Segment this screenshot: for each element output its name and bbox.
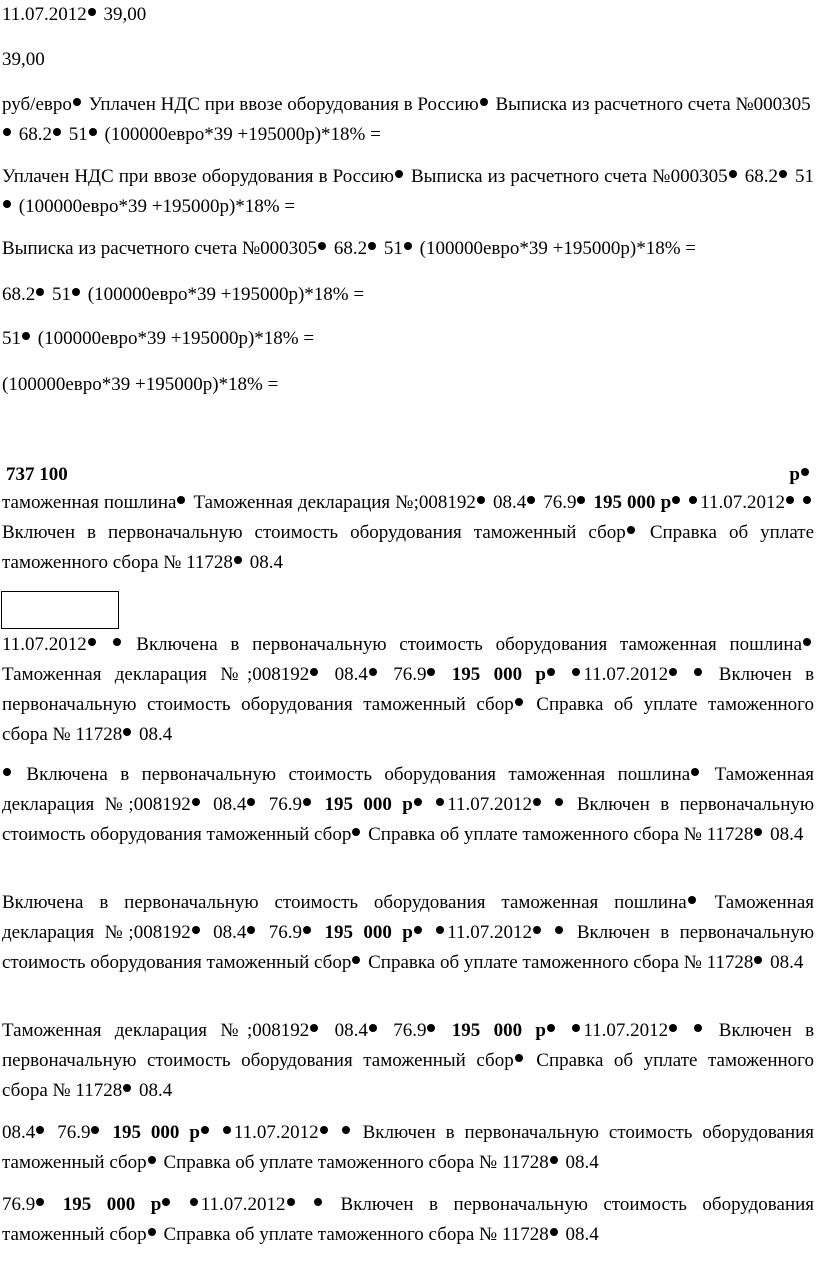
amount: 195 000 р [324, 794, 413, 815]
account-number: 51 [383, 238, 403, 259]
bullet-icon [247, 926, 255, 934]
text: Выписка из расчетного счета №000305 [495, 94, 811, 115]
text: Уплачен НДС при ввозе оборудования в Россию [88, 94, 479, 115]
bullet-icon [123, 1084, 131, 1092]
text: Включен в первоначальную стоимость оборудования таможенный сбор [2, 1122, 815, 1173]
bullet-icon [310, 1024, 318, 1032]
date-text: 11.07.2012 [447, 922, 533, 943]
paragraph-2 [2, 630, 814, 750]
amount: 195 000 р [62, 1194, 162, 1215]
bullet-icon [192, 798, 200, 806]
bullet-icon [550, 1228, 558, 1236]
bullet-icon [177, 496, 185, 504]
bullet-icon [369, 668, 377, 676]
account-number: 76.9 [57, 1122, 91, 1143]
bullet-icon [803, 638, 811, 646]
bullet-icon [547, 668, 555, 676]
bullet-icon [515, 1054, 523, 1062]
formula: (100000евро*39 +195000р)*18% = [104, 124, 381, 145]
bullet-icon [550, 1156, 558, 1164]
account-number: 51 [2, 328, 21, 349]
text: Включена в первоначальную стоимость оборудования таможенная пошлина [2, 892, 687, 913]
account-number: 08.4 [249, 552, 283, 573]
bullet-icon [555, 798, 563, 806]
bullet-icon [3, 200, 11, 208]
line-7 [2, 324, 814, 354]
formula: (100000евро*39 +195000р)*18% = [2, 374, 279, 395]
text: таможенная пошлина [2, 492, 177, 513]
text: Справка об уплате таможенного сбора № 11728 [2, 694, 814, 745]
bullet-icon [368, 242, 376, 250]
line-5 [2, 234, 814, 264]
bullet-icon [547, 1024, 555, 1032]
formula: (100000евро*39 +195000р)*18% = [419, 238, 696, 259]
bullet-icon [190, 1198, 198, 1206]
bullet-icon [89, 128, 97, 136]
bullet-icon [3, 768, 11, 776]
bullet-icon [369, 1024, 377, 1032]
bullet-icon [88, 638, 96, 646]
account-number: 08.4 [770, 824, 804, 845]
rate-value: 39,00 [2, 49, 45, 70]
bullet-icon [223, 1126, 231, 1134]
date-text: 11.07.2012 [2, 4, 87, 25]
text: Таможенная декларация №;008192 [193, 492, 476, 513]
account-number: 76.9 [268, 922, 303, 943]
bullet-icon [352, 828, 360, 836]
bullet-icon [36, 288, 44, 296]
bullet-icon [72, 288, 80, 296]
bullet-icon [694, 668, 702, 676]
text: Уплачен НДС при ввозе оборудования в Россию [2, 166, 394, 187]
bullet-icon [691, 768, 699, 776]
total-amount: 737 100 [6, 464, 68, 485]
bullet-icon [669, 668, 677, 676]
text: Таможенная декларация №;008192 [2, 764, 815, 815]
line-3 [2, 90, 814, 150]
bullet-icon [786, 496, 794, 504]
text: Справка об уплате таможенного сбора № 11728 [163, 1224, 549, 1245]
bullet-icon [801, 468, 809, 476]
line-4 [2, 162, 814, 222]
text: Выписка из расчетного счета №000305 [410, 166, 728, 187]
bullet-icon [73, 98, 81, 106]
text: Включена в первоначальную стоимость оборудования таможенная пошлина [26, 764, 691, 785]
account-number: 08.4 [770, 952, 804, 973]
total-currency-wrap [789, 460, 812, 490]
text: Справка об уплате таможенного сбора № 11728 [368, 952, 754, 973]
account-number: 08.4 [2, 1122, 36, 1143]
bullet-icon [515, 698, 523, 706]
account-number: 76.9 [268, 794, 303, 815]
bullet-icon [201, 1126, 209, 1134]
bullet-icon [414, 926, 422, 934]
account-number: 68.2 [744, 166, 778, 187]
text: Таможенная декларация №;008192 [2, 1020, 310, 1041]
bullet-icon [88, 8, 96, 16]
bullet-icon [572, 668, 580, 676]
bullet-icon [123, 728, 131, 736]
paragraph-3 [2, 760, 814, 850]
bullet-icon [303, 926, 311, 934]
bullet-icon [314, 1198, 322, 1206]
bullet-icon [477, 496, 485, 504]
account-number: 08.4 [334, 1020, 368, 1041]
bullet-icon [480, 98, 488, 106]
bullet-icon [320, 1126, 328, 1134]
line-8 [2, 370, 814, 400]
bullet-icon [22, 332, 30, 340]
text: Справка об уплате таможенного сбора № 11728 [2, 1050, 814, 1101]
bullet-icon [694, 1024, 702, 1032]
paragraph-1 [2, 488, 814, 578]
amount: 195 000 р [324, 922, 413, 943]
bullet-icon [803, 496, 811, 504]
total-row [6, 460, 814, 490]
bullet-icon [352, 956, 360, 964]
amount: 195 000 р [593, 492, 672, 513]
account-number: 76.9 [2, 1194, 36, 1215]
line-6 [2, 280, 814, 310]
bullet-icon [113, 638, 121, 646]
text: Справка об уплате таможенного сбора № 11728 [368, 824, 754, 845]
bullet-icon [148, 1228, 156, 1236]
account-number: 08.4 [492, 492, 527, 513]
text: Выписка из расчетного счета №000305 [2, 238, 318, 259]
bullet-icon [555, 926, 563, 934]
bullet-icon [36, 1198, 44, 1206]
account-number: 68.2 [18, 124, 52, 145]
bullet-icon [427, 1024, 435, 1032]
bullet-icon [414, 798, 422, 806]
total-currency: р [789, 464, 800, 485]
bullet-icon [689, 496, 697, 504]
account-number: 08.4 [138, 1080, 173, 1101]
bullet-icon [91, 1126, 99, 1134]
account-number: 08.4 [565, 1152, 599, 1173]
date-text: 11.07.2012 [233, 1122, 319, 1143]
paragraph-5 [2, 1016, 814, 1106]
bullet-icon [162, 1198, 170, 1206]
text: Включен в первоначальную стоимость оборудования таможенный сбор [2, 922, 815, 973]
text: Таможенная декларация №;008192 [2, 892, 815, 943]
bullet-icon [436, 926, 444, 934]
paragraph-4 [2, 888, 814, 978]
bullet-icon [577, 496, 585, 504]
date-text: 11.07.2012 [583, 1020, 669, 1041]
text: Справка об уплате таможенного сбора № 11728 [163, 1152, 549, 1173]
account-number: 08.4 [334, 664, 368, 685]
bullet-icon [287, 1198, 295, 1206]
date-text: 11.07.2012 [447, 794, 533, 815]
empty-box [1, 591, 119, 629]
bullet-icon [729, 170, 737, 178]
text: руб/евро [2, 94, 72, 115]
account-number: 08.4 [138, 724, 173, 745]
bullet-icon [669, 1024, 677, 1032]
bullet-icon [3, 128, 11, 136]
text: Включена в первоначальную стоимость оборудования таможенная пошлина [136, 634, 803, 655]
date-text: 11.07.2012 [700, 492, 785, 513]
account-number: 08.4 [565, 1224, 599, 1245]
bullet-icon [318, 242, 326, 250]
formula: (100000евро*39 +195000р)*18% = [37, 328, 315, 349]
bullet-icon [627, 526, 635, 534]
formula: (100000евро*39 +195000р)*18% = [18, 196, 296, 217]
account-number: 51 [52, 284, 71, 305]
bullet-icon [779, 170, 787, 178]
bullet-icon [533, 926, 541, 934]
text: Включен в первоначальную стоимость оборудования таможенный сбор [2, 522, 626, 543]
bullet-icon [53, 128, 61, 136]
bullet-icon [192, 926, 200, 934]
bullet-icon [754, 828, 762, 836]
bullet-icon [527, 496, 535, 504]
formula: (100000евро*39 +195000р)*18% = [87, 284, 365, 305]
account-number: 68.2 [2, 284, 36, 305]
bullet-icon [247, 798, 255, 806]
date-text: 11.07.2012 [2, 634, 87, 655]
amount: 195 000 р [451, 1020, 546, 1041]
bullet-icon [404, 242, 412, 250]
text: Таможенная декларация №;008192 [2, 664, 310, 685]
paragraph-7 [2, 1190, 814, 1250]
account-number: 51 [68, 124, 88, 145]
bullet-icon [395, 170, 403, 178]
text: Включен в первоначальную стоимость оборудования таможенный сбор [2, 1020, 815, 1071]
bullet-icon [303, 798, 311, 806]
date-text: 11.07.2012 [583, 664, 669, 685]
amount: 195 000 р [112, 1122, 200, 1143]
rate-value: 39,00 [103, 4, 147, 25]
account-number: 76.9 [543, 492, 577, 513]
bullet-icon [436, 798, 444, 806]
bullet-icon [342, 1126, 350, 1134]
bullet-icon [572, 1024, 580, 1032]
paragraph-6 [2, 1118, 814, 1178]
text: Включен в первоначальную стоимость оборудования таможенный сбор [2, 794, 815, 845]
account-number: 51 [795, 166, 815, 187]
account-number: 08.4 [213, 922, 247, 943]
amount: 195 000 р [451, 664, 546, 685]
line-2 [2, 45, 814, 75]
account-number: 08.4 [213, 794, 247, 815]
date-text: 11.07.2012 [200, 1194, 286, 1215]
bullet-icon [672, 496, 680, 504]
bullet-icon [310, 668, 318, 676]
bullet-icon [754, 956, 762, 964]
bullet-icon [234, 556, 242, 564]
account-number: 76.9 [393, 664, 427, 685]
bullet-icon [148, 1156, 156, 1164]
line-1 [2, 0, 814, 30]
text: Включен в первоначальную стоимость оборудования таможенный сбор [2, 1194, 815, 1245]
bullet-icon [36, 1126, 44, 1134]
text: Справка об уплате таможенного сбора № 11728 [2, 522, 815, 573]
bullet-icon [533, 798, 541, 806]
bullet-icon [688, 896, 696, 904]
account-number: 76.9 [393, 1020, 427, 1041]
bullet-icon [427, 668, 435, 676]
text: Включен в первоначальную стоимость оборудования таможенный сбор [2, 664, 815, 715]
account-number: 68.2 [333, 238, 368, 259]
